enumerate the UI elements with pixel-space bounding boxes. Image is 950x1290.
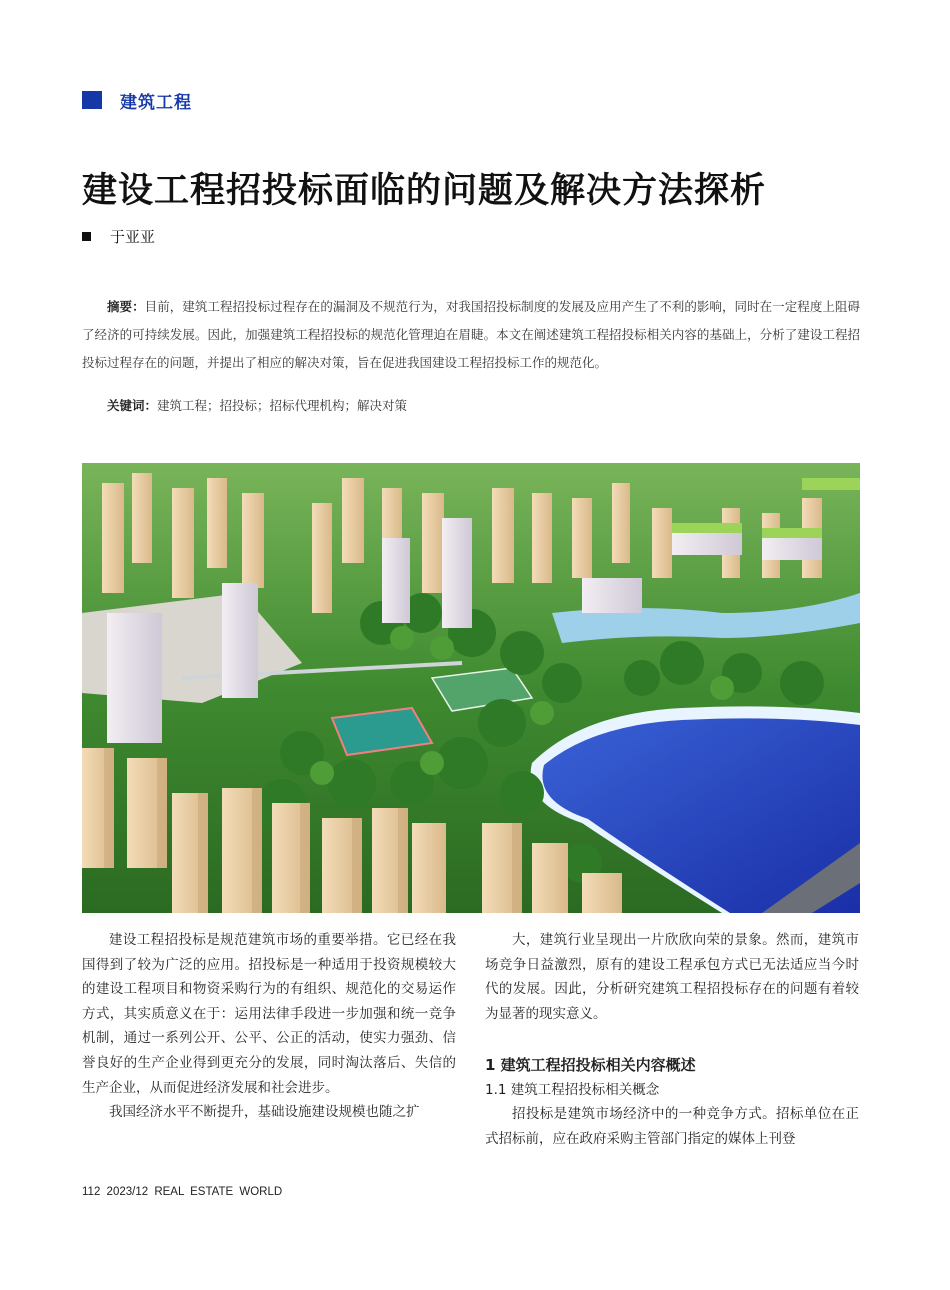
keywords-text: 建筑工程；招投标；招标代理机构；解决对策 [157, 398, 408, 413]
keywords [82, 392, 860, 420]
abstract [82, 293, 860, 377]
journal-name: REAL ESTATE WORLD [154, 1186, 283, 1198]
abstract-label: 摘要： [107, 299, 145, 314]
page-number: 112 [82, 1186, 101, 1198]
section-marker-icon [82, 91, 102, 109]
author-marker-icon [82, 232, 91, 241]
subsection-heading: 1.1 建筑工程招投标相关概念 [485, 1082, 660, 1099]
section-label: 建筑工程 [120, 92, 192, 113]
article-title: 建设工程招投标面临的问题及解决方法探析 [82, 171, 767, 211]
section-tag [82, 88, 192, 112]
page-footer [82, 1186, 282, 1198]
body-paragraph: 建设工程招投标是规范建筑市场的重要举措。它已经在我国得到了较为广泛的应用。招投标是一种适用于投资规模较大的建设工程项目和物资采购行为的有组织、规范化的交易运作方式，其实质意义在于：运用法律手段进一步加强和统一竞争机制，通过一系列公开、公平、公正的活动，使实力强劲、信誉良好的生产企业得到更充分的发展，同时淘汰落后、失信的生产企业，从而促进经济发展和社会进步。 [82, 932, 456, 1096]
section-heading: 1 建筑工程招投标相关内容概述 [485, 1056, 696, 1075]
body-paragraph: 我国经济水平不断提升，基础设施建设规模也随之扩 [109, 1104, 420, 1121]
abstract-text: 目前，建筑工程招投标过程存在的漏洞及不规范行为，对我国招投标制度的发展及应用产生了不利的影响，同时在一定程度上阻碍了经济的可持续发展。因此，加强建筑工程招投标的规范化管理迫在眉睫。本文在阐述建筑工程招投标相关内容的基础上，分析了建设工程招投标过程存在的问题，并提出了相应的解决对策，旨在促进我国建设工程招投标工作的规范化。 [82, 299, 860, 370]
body-column-left [82, 928, 456, 1125]
issue-date: 2023/12 [106, 1186, 149, 1198]
body-paragraph: 大，建筑行业呈现出一片欣欣向荣的景象。然而，建筑市场竞争日益激烈，原有的建设工程承包方式已无法适应当今时代的发展。因此，分析研究建筑工程招投标存在的问题有着较为显著的现实意义。 [485, 932, 859, 1022]
keywords-label: 关键词： [107, 398, 158, 413]
body-paragraph: 招投标是建筑市场经济中的一种竞争方式。招标单位在正式招标前，应在政府采购主管部门指定的媒体上刊登 [485, 1106, 859, 1147]
city-model-photo [82, 463, 860, 913]
author-name: 于亚亚 [110, 227, 156, 246]
body-column-right [485, 928, 859, 1152]
author-line [82, 224, 155, 248]
